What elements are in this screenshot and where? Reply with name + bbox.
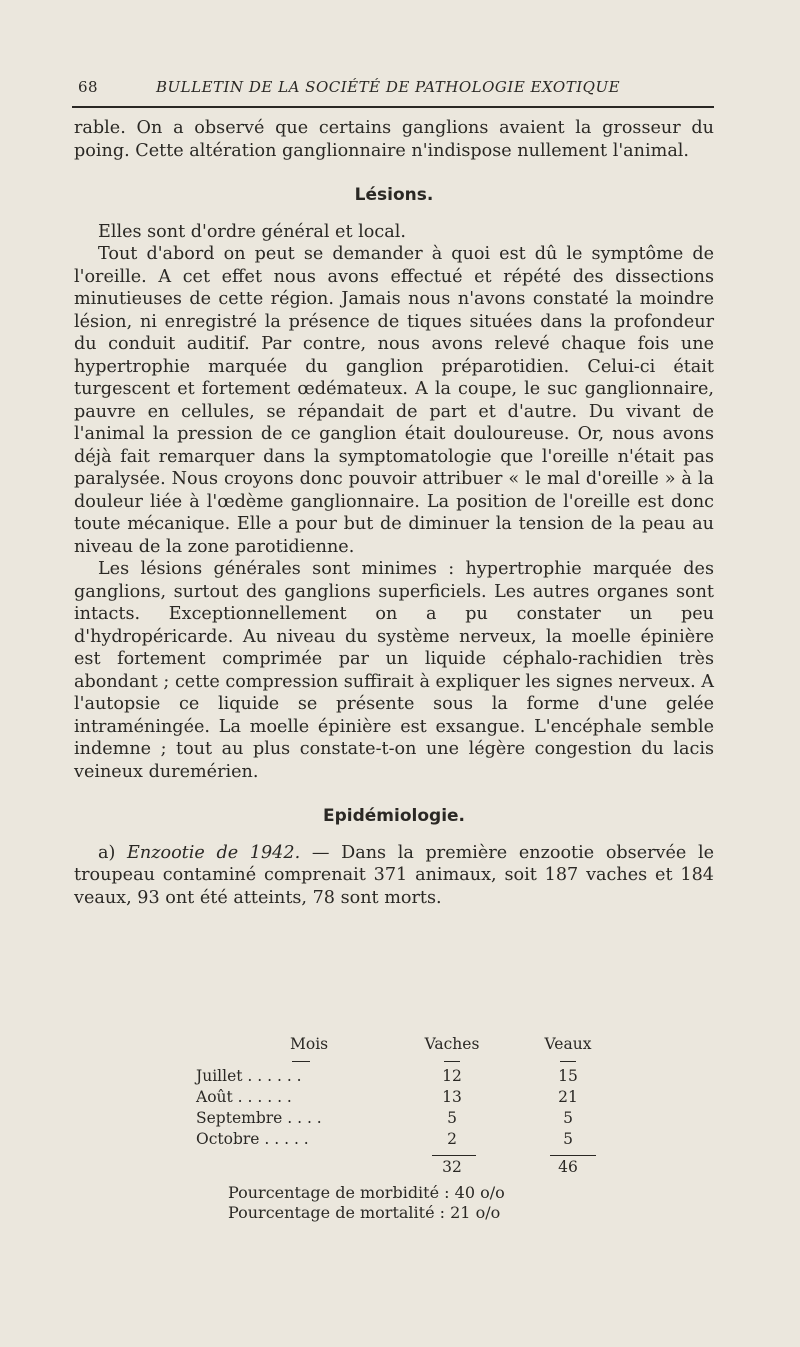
cows-dash bbox=[444, 1061, 460, 1062]
table-row-month: Septembre . . . . bbox=[196, 1109, 322, 1127]
header-rule bbox=[72, 106, 714, 108]
paragraph-lesions-2: Tout d'abord on peut se demander à quoi est dû le symptôme de l'oreille. A cet effet nous avons effectué et répété des dissections minutieuses de cette région. Jamais nous n'avons constaté la moindre lésion, ni enregistré la présence de tiques situées dans la profondeur du conduit auditif. Par contre, nous avons relevé chaque fois une hypertrophie marquée du ganglion préparotidien. Celui-ci était turgescent et fortement œdémateux. A la coupe, le suc ganglionnaire, pauvre en cellules, se répandait de part et d'autre. Du vivant de l'animal la pression de ce ganglion était douloureuse. Or, nous avons déjà fait remarquer dans la symptomatologie que l'oreille n'était pas paralysée. Nous croyons donc pouvoir attribuer « le mal d'oreille » à la douleur liée à l'œdème ganglionnaire. La position de l'oreille est donc toute mécanique. Elle a pour but de diminuer la tension de la peau au niveau de la zone parotidienne. bbox=[74, 244, 714, 557]
table-row-cows: 12 bbox=[442, 1067, 462, 1085]
enzootie-text: — Dans la première enzootie observée le troupeau contaminé comprenait 371 animaux, soit 187 vaches et 184 veaux, 93 ont été atteints, 78 sont morts. bbox=[74, 842, 714, 908]
column-header-month: Mois bbox=[290, 1035, 329, 1053]
table-row-cows: 5 bbox=[447, 1109, 457, 1127]
table-row-month: Octobre . . . . . bbox=[196, 1130, 309, 1148]
calves-sum-line bbox=[550, 1155, 596, 1156]
cows-sum-line bbox=[432, 1155, 476, 1156]
column-header-cows: Vaches bbox=[424, 1035, 480, 1053]
enzootie-prefix: a) bbox=[98, 842, 128, 863]
table-row-calves: 5 bbox=[563, 1130, 573, 1148]
table-row-calves: 21 bbox=[558, 1088, 578, 1106]
calves-total: 46 bbox=[558, 1158, 578, 1176]
calves-dash bbox=[560, 1061, 576, 1062]
page-number: 68 bbox=[78, 78, 99, 96]
table-row-cows: 2 bbox=[447, 1130, 457, 1148]
table-row-month: Juillet . . . . . . bbox=[196, 1067, 302, 1085]
cows-total: 32 bbox=[442, 1158, 462, 1176]
table-row-cows: 13 bbox=[442, 1088, 462, 1106]
article-body bbox=[74, 117, 714, 909]
month-dash bbox=[292, 1061, 310, 1062]
mortality-line: Pourcentage de mortalité : 21 o/o bbox=[228, 1203, 501, 1222]
paragraph-intro: rable. On a observé que certains ganglions avaient la grosseur du poing. Cette altération ganglionnaire n'indispose nullement l'animal. bbox=[74, 118, 714, 161]
heading-lesions: Lésions. bbox=[354, 185, 434, 205]
heading-epidemiology: Epidémiologie. bbox=[322, 806, 466, 826]
table-row-month: Août . . . . . . bbox=[196, 1088, 292, 1106]
morbidity-line: Pourcentage de morbidité : 40 o/o bbox=[228, 1183, 505, 1202]
paragraph-lesions-1: Elles sont d'ordre général et local. bbox=[98, 221, 406, 242]
column-header-calves: Veaux bbox=[544, 1035, 592, 1053]
journal-title: BULLETIN DE LA SOCIÉTÉ DE PATHOLOGIE EXOTIQUE bbox=[156, 78, 621, 96]
paragraph-lesions-3: Les lésions générales sont minimes : hypertrophie marquée des ganglions, surtout des ganglions superficiels. Les autres organes sont intacts. Exceptionnellement on a pu constater un peu d'hydropéricarde. Au niveau du système nerveux, la moelle épinière est fortement comprimée par un liquide céphalo-rachidien très abondant ; cette compression suffirait à expliquer les signes nerveux. A l'autopsie ce liquide se présente sous la forme d'une gelée intraméningée. La moelle épinière est exsangue. L'encéphale semble indemne ; tout au plus constate-t-on une légère congestion du lacis veineux duremérien. bbox=[74, 559, 714, 782]
table-row-calves: 15 bbox=[558, 1067, 578, 1085]
paragraph-enzootie bbox=[74, 842, 714, 910]
enzootie-title: Enzootie de 1942. bbox=[127, 842, 301, 863]
table-row-calves: 5 bbox=[563, 1109, 573, 1127]
